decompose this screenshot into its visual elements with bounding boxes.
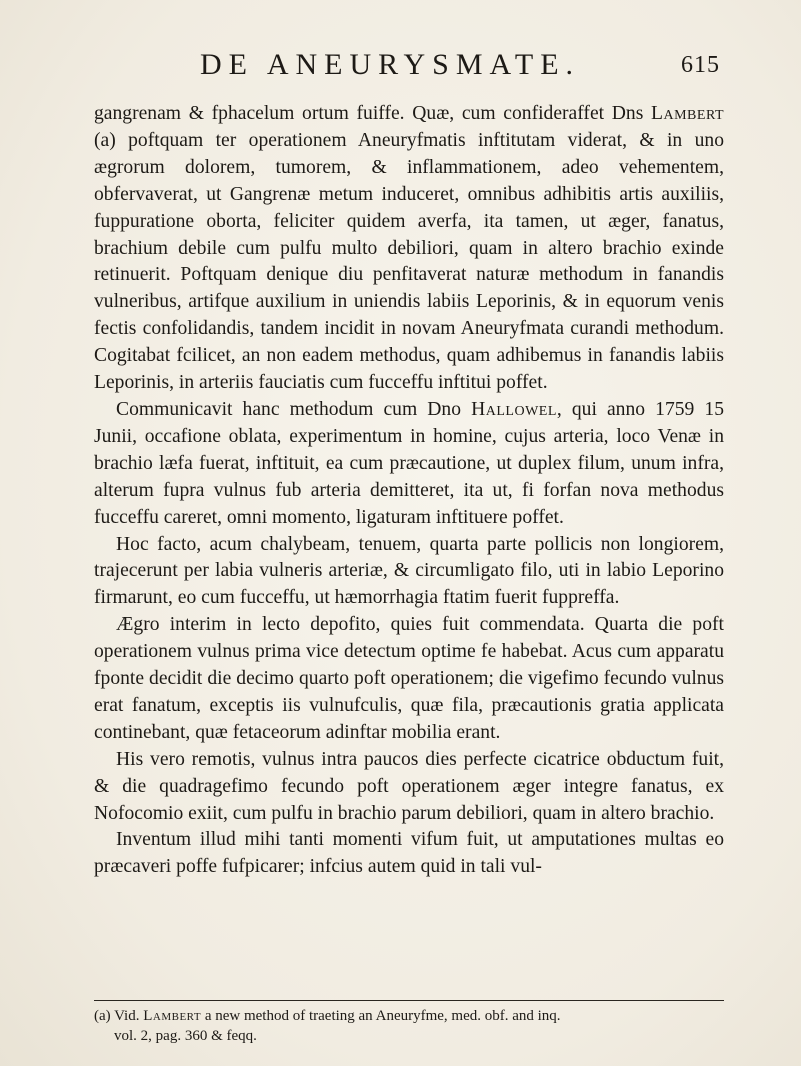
- footnote-line-1: [94, 1006, 724, 1026]
- footnote-text-b: a new method of traeting an Aneuryfme, med. obf. and inq.: [201, 1008, 561, 1024]
- paragraph-1-text-b: (a) poftquam ter operationem Aneuryfmatis inftitutam viderat, & in uno ægrorum dolorem, tumorem, & inflammationem, adeo vehementem, obfervaverat, ut Gangrenæ metum induceret, omnibus adhibitis artis auxiliis, fuppuratione oborta, feliciter quidem averfa, ita tamen, ut æger, fanatus, brachium debile cum pulfu multo debiliori, quam in altero brachio exinde retinuerit. Poftquam denique diu penfitaverat naturæ methodum in fanandis vulneribus, artifque auxilium in uniendis labiis Leporinis, & in equorum venis fectis confolidandis, tandem incidit in novam Aneuryfmata curandi methodum. Cogitabat fcilicet, an non eadem methodus, quam adhibemus in fanandis labiis Leporinis, in arteriis fauciatis cum fucceffu inftitui poffet.: [94, 129, 724, 394]
- running-header: [200, 48, 720, 88]
- author-name-hallowel: Hallowel: [471, 398, 557, 420]
- paragraph-3: Hoc facto, acum chalybeam, tenuem, quarta parte pollicis non longiorem, trajecerunt per labia vulneris arteriæ, & circumligato filo, uti in labio Leporino firmarunt, eo cum fucceffu, ut hæmorrhagia ftatim fuerit fuppreffa.: [94, 533, 724, 609]
- paragraph-1-text-a: gangrenam & fphacelum ortum fuiffe. Quæ, cum confideraffet Dns: [94, 103, 652, 124]
- footnote-author-name: Lambert: [143, 1008, 202, 1024]
- body-text: [94, 101, 724, 881]
- paragraph-6: Inventum illud mihi tanti momenti vifum fuit, ut amputationes multas eo præcaveri poffe fufpicarer; infcius autem quid in tali vul-: [94, 829, 724, 878]
- footnote-divider: [94, 1000, 724, 1001]
- footnote-text-a: (a) Vid.: [94, 1008, 144, 1024]
- footnote: [94, 1006, 724, 1046]
- running-title: DE ANEURYSMATE.: [200, 48, 581, 81]
- page-number: 615: [681, 52, 720, 78]
- paragraph-2: [94, 397, 724, 532]
- footnote-line-2: vol. 2, pag. 360 & feqq.: [114, 1028, 257, 1044]
- paragraph-2-text-b: , qui anno 1759 15 Junii, occafione oblata, experimentum in homine, cujus arteria, loco Venæ in brachio læfa fuerat, inftituit, ea cum præcautione, ut duplex filum, unum infra, alterum fupra vulnus fub arteria demitteret, ita ut, fi forfan nova methodus fucceffu careret, omni momento, ligaturam inftituere poffet.: [94, 398, 724, 528]
- paragraph-4: Ægro interim in lecto depofito, quies fuit commendata. Quarta die poft operationem vulnus prima vice detectum optime fe habebat. Acus cum apparatu fponte decidit die decimo quarto poft operationem; die vigefimo fecundo vulnus erat fanatum, exceptis iis vulnufculis, quæ fila, præcautionis gratia applicata continebant, quæ fetaceorum adinftar mobilia erant.: [94, 614, 724, 743]
- paragraph-5: His vero remotis, vulnus intra paucos dies perfecte cicatrice obductum fuit, & die quadragefimo fecundo poft operationem æger integre fanatus, ex Nofocomio exiit, cum pulfu in brachio parum debiliori, quam in altero brachio.: [94, 748, 724, 824]
- paragraph-2-text-a: Communicavit hanc methodum cum Dno: [116, 398, 472, 420]
- author-name-lambert: Lambert: [651, 103, 724, 124]
- paragraph-1: [94, 101, 724, 397]
